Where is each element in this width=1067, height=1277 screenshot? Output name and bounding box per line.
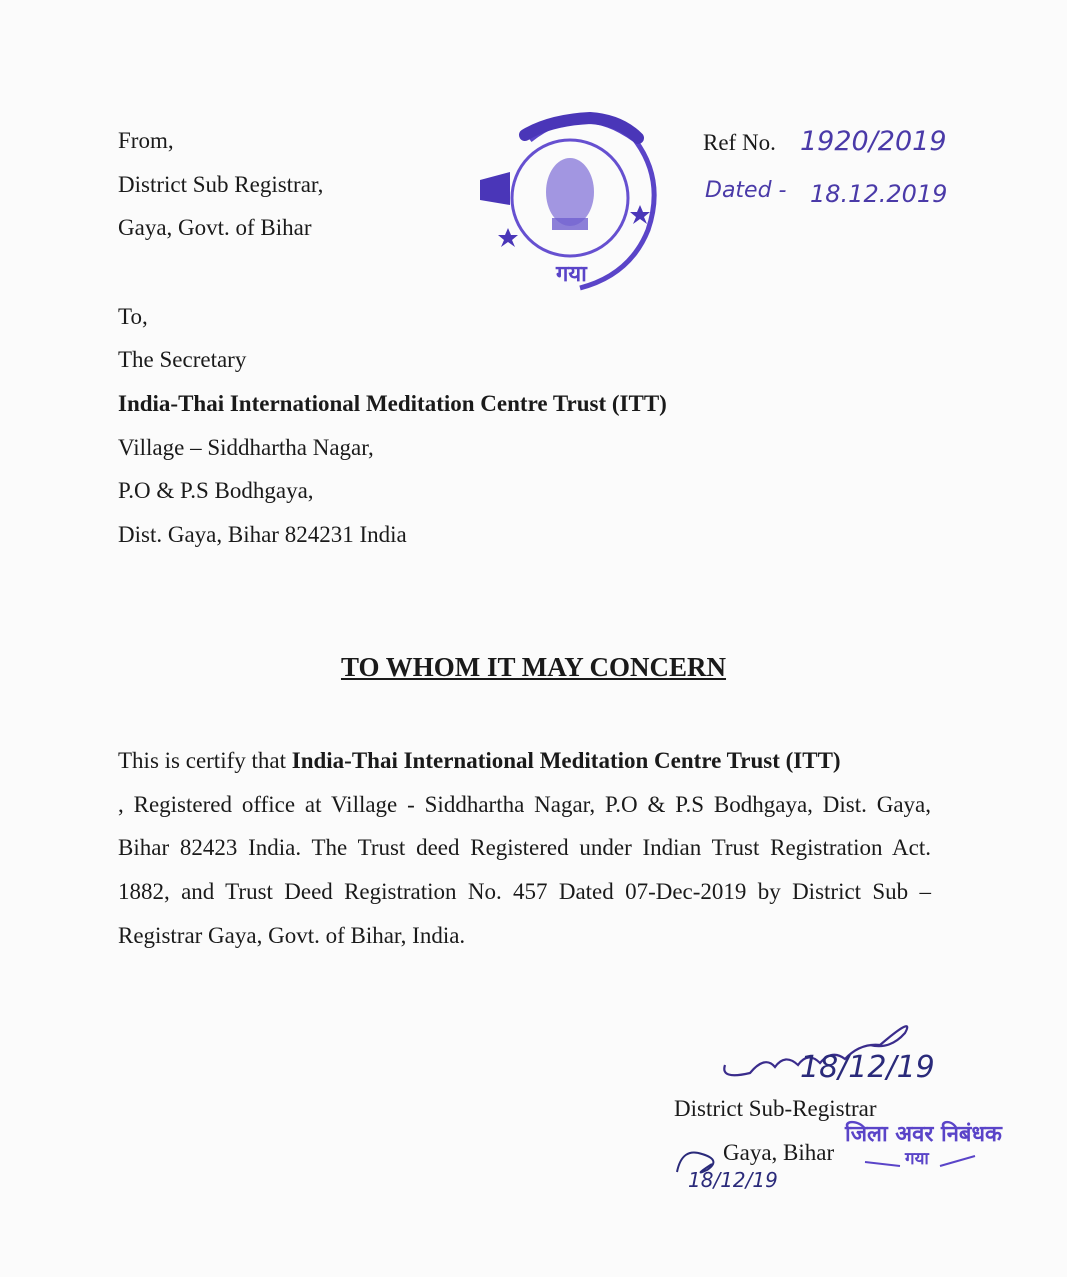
certificate-body [118, 739, 931, 958]
initial-date: 18/12/19 [688, 1168, 778, 1192]
to-label: To, [118, 304, 148, 329]
from-label: From, [118, 128, 174, 153]
ref-no-value: 1920/2019 [800, 126, 947, 157]
body-intro: This is certify that [118, 748, 292, 773]
recipient-address-2: P.O & P.S Bodhgaya, [118, 478, 314, 503]
recipient-address-1: Village – Siddhartha Nagar, [118, 435, 374, 460]
sender-line-1: District Sub Registrar, [118, 172, 324, 197]
dated-value: 18.12.2019 [810, 180, 948, 208]
signatory-location: Gaya, Bihar [723, 1140, 835, 1165]
signature-date: 18/12/19 [800, 1050, 935, 1085]
page-title: TO WHOM IT MAY CONCERN [340, 652, 727, 682]
body-organization: India-Thai International Meditation Centre Trust (ITT) [291, 748, 841, 773]
seal-hindi-text: गया [556, 262, 587, 287]
signatory-designation: District Sub-Registrar [674, 1096, 877, 1121]
ref-no-label: Ref No. [703, 130, 776, 155]
recipient-organization: India-Thai International Meditation Centre Trust (ITT) [118, 391, 667, 416]
dated-label: Dated - [705, 178, 787, 203]
body-rest: , Registered office at Village - Siddhartha Nagar, P.O & P.S Bodhgaya, Dist. Gaya, Bihar 82423 India. The Trust deed Registered under Indian Trust Registration Act. 1882, and Trust Deed Registration No. 457 Dated 07-Dec-2019 by District Sub – Registrar Gaya, Govt. of Bihar, India. [118, 791, 931, 948]
registrar-stamp-line-1: जिला अवर निबंधक [845, 1122, 1002, 1147]
recipient-address-3: Dist. Gaya, Bihar 824231 India [118, 522, 407, 547]
stamp-underline [860, 1152, 980, 1172]
recipient-title: The Secretary [118, 347, 247, 372]
sender-line-2: Gaya, Govt. of Bihar [118, 215, 312, 240]
registrar-stamp-line-2: गया [905, 1149, 929, 1169]
